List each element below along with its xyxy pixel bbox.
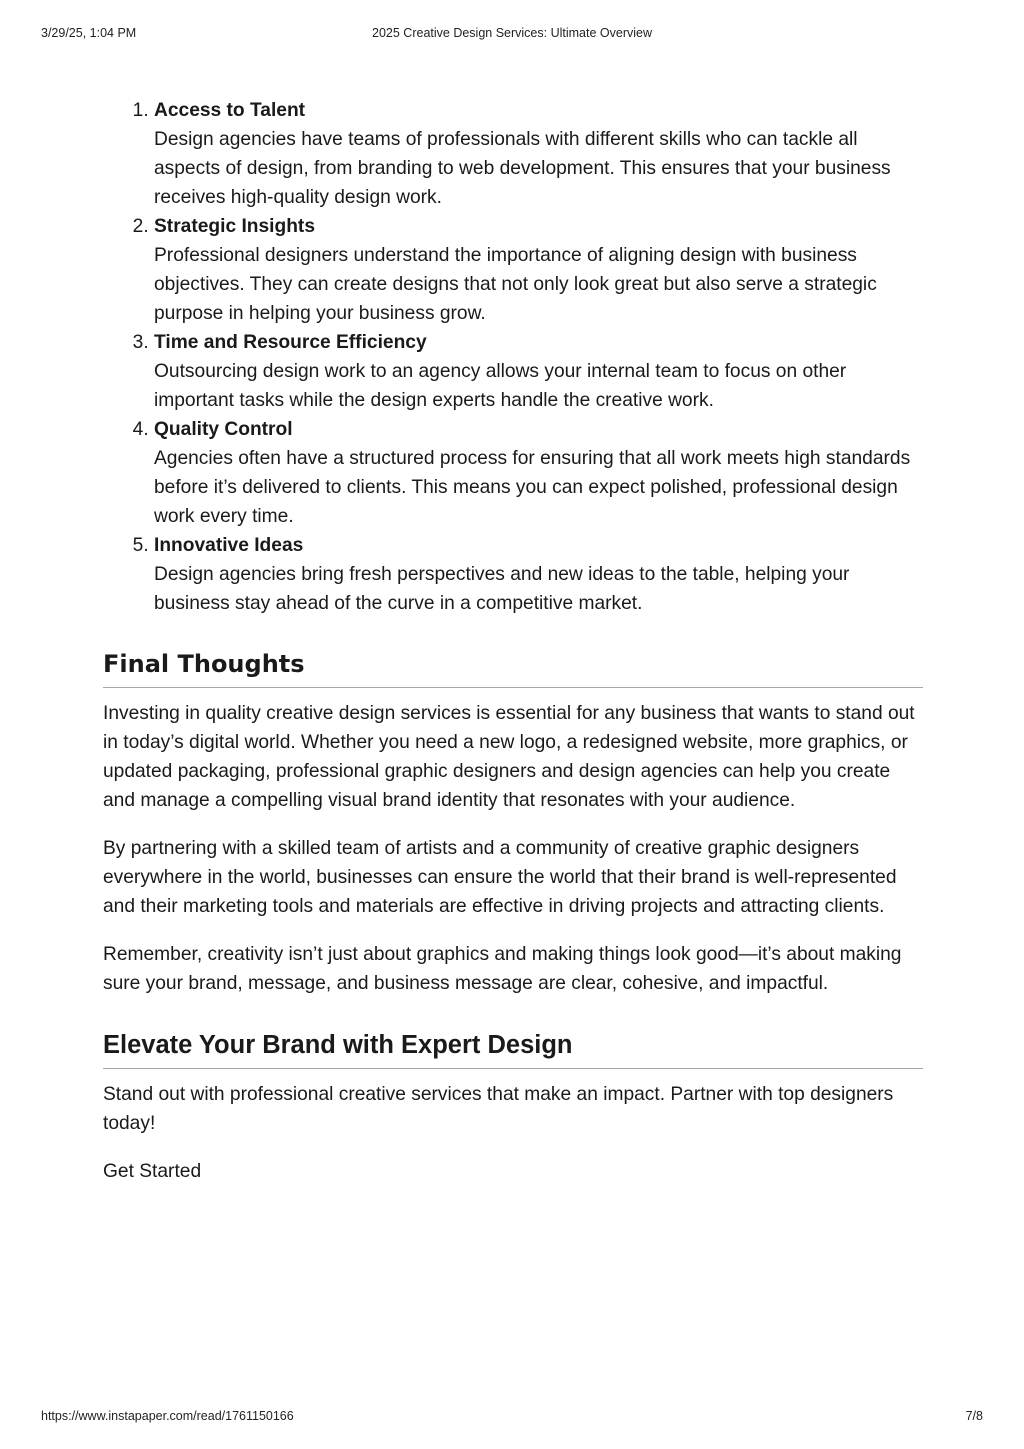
benefits-list bbox=[103, 96, 923, 618]
get-started-link[interactable]: Get Started bbox=[103, 1161, 202, 1182]
benefit-title: 2. Strategic Insights bbox=[154, 216, 315, 237]
list-item bbox=[154, 212, 923, 328]
benefit-description: Outsourcing design work to an agency allows your internal team to focus on other important tasks while the design experts handle the creative work. bbox=[154, 361, 847, 411]
print-document-title: 2025 Creative Design Services: Ultimate Overview bbox=[372, 26, 652, 40]
print-header bbox=[41, 26, 983, 42]
benefit-description: Design agencies bring fresh perspectives and new ideas to the table, helping your business stay ahead of the curve in a competitive market. bbox=[154, 564, 850, 614]
benefit-description: Agencies often have a structured process for ensuring that all work meets high standards before it’s delivered to clients. This means you can expect polished, professional design work every time. bbox=[154, 448, 911, 527]
benefit-description: Professional designers understand the importance of aligning design with business objectives. They can create designs that not only look great but also serve a strategic purpose in helping your business grow. bbox=[154, 245, 877, 324]
list-item bbox=[154, 96, 923, 212]
final-thoughts-paragraph: Investing in quality creative design services is essential for any business that wants to stand out in today’s digital world. Whether you need a new logo, a redesigned website, more graphics, or updated packaging, professional graphic designers and design agencies can help you create and manage a compelling visual brand identity that resonates with your audience. bbox=[103, 703, 915, 811]
print-page-number: 7/8 bbox=[965, 1409, 983, 1423]
list-item bbox=[154, 531, 923, 618]
article-content bbox=[103, 96, 923, 1186]
benefit-description: Design agencies have teams of professionals with different skills who can tackle all aspects of design, from branding to web development. This ensures that your business receives high-quality design work. bbox=[154, 129, 891, 208]
benefit-title: 1. Access to Talent bbox=[154, 100, 306, 121]
final-thoughts-paragraph: Remember, creativity isn’t just about graphics and making things look good—it’s about making sure your brand, message, and business message are clear, cohesive, and impactful. bbox=[103, 944, 902, 994]
benefit-title: 5. Innovative Ideas bbox=[154, 535, 304, 556]
list-item bbox=[154, 415, 923, 531]
list-item bbox=[154, 328, 923, 415]
cta-text: Stand out with professional creative services that make an impact. Partner with top designers today! bbox=[103, 1084, 894, 1134]
print-footer bbox=[41, 1409, 983, 1425]
benefit-title: 3. Time and Resource Efficiency bbox=[154, 332, 427, 353]
benefit-title: 4. Quality Control bbox=[154, 419, 293, 440]
print-page-url: https://www.instapaper.com/read/1761150166 bbox=[41, 1409, 294, 1423]
print-datetime: 3/29/25, 1:04 PM bbox=[41, 26, 137, 40]
final-thoughts-heading: Final Thoughts bbox=[103, 649, 923, 688]
cta-heading: Elevate Your Brand with Expert Design bbox=[103, 1030, 923, 1069]
final-thoughts-paragraph: By partnering with a skilled team of artists and a community of creative graphic designers everywhere in the world, businesses can ensure the world that their brand is well-represented and their marketing tools and materials are effective in driving projects and attracting clients. bbox=[103, 838, 897, 917]
